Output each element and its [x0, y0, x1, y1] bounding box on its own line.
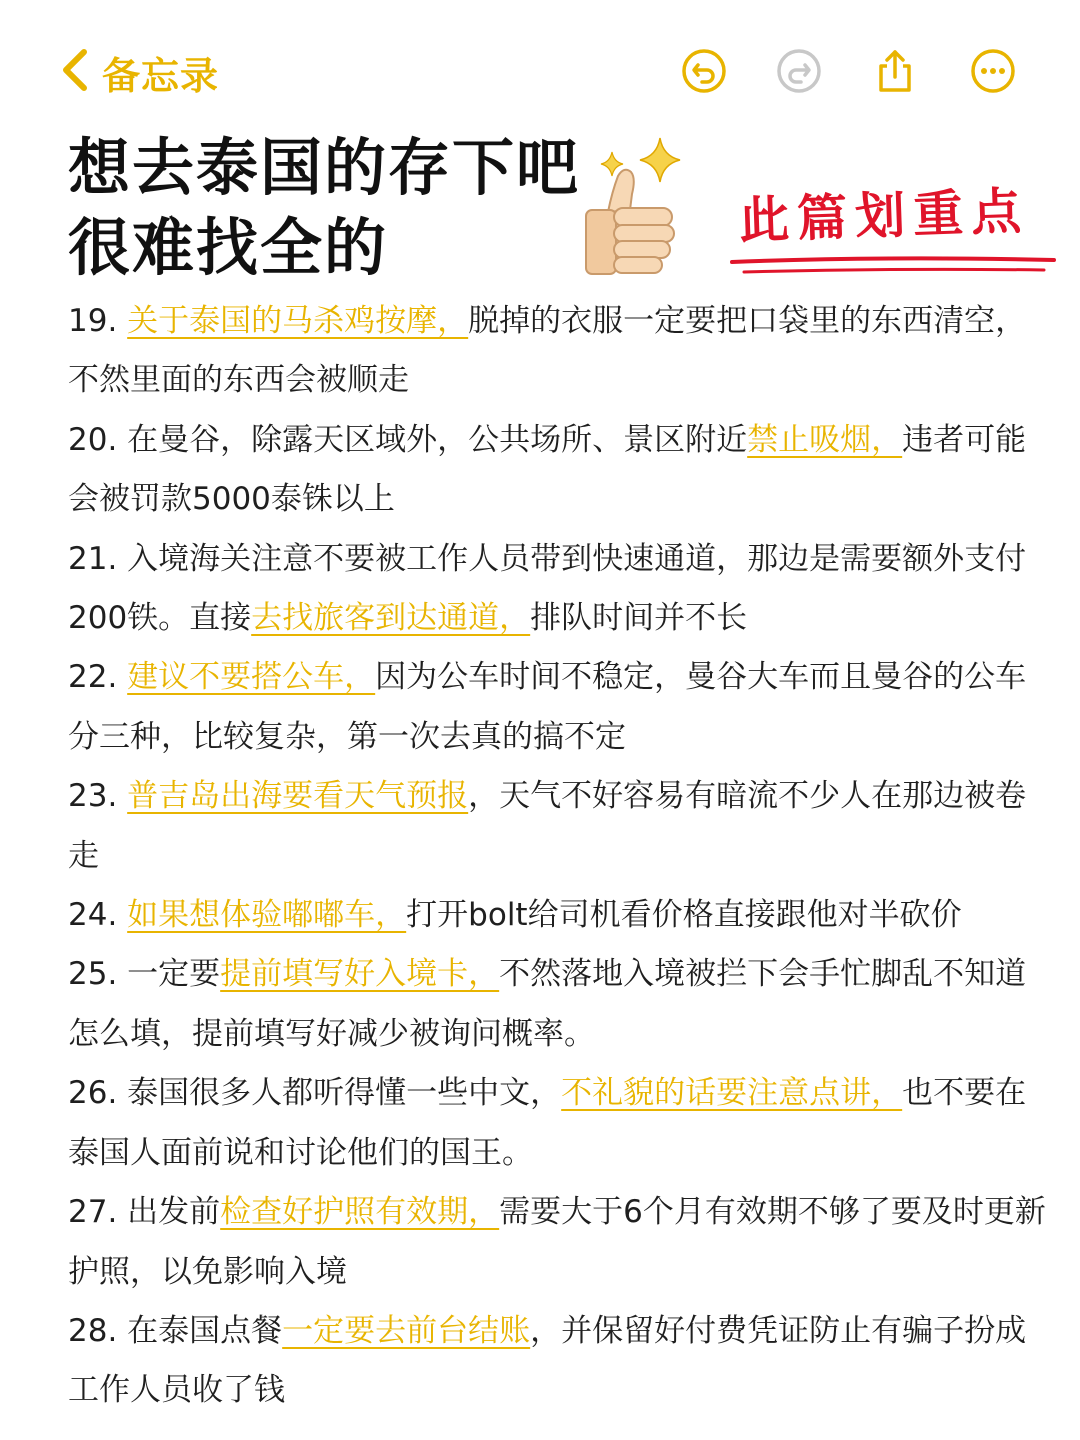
- tip-item: [68, 648, 1048, 767]
- tip-number: 19.: [68, 303, 118, 339]
- tip-item: [68, 1064, 1048, 1183]
- tip-number: 26.: [68, 1075, 118, 1112]
- tip-highlight: 禁止吸烟，: [747, 421, 903, 458]
- top-toolbar: [0, 0, 1080, 140]
- title-line-1: 想去泰国的存下吧: [68, 131, 581, 204]
- note-title: [68, 128, 580, 288]
- tip-text: 脱掉的衣服一定要把口袋里的东西清空，不然里面的东西会被顺走: [68, 303, 1027, 399]
- tip-highlight: 如果想体验嘟嘟车，: [127, 897, 407, 934]
- tip-text: 出发前: [127, 1194, 221, 1231]
- tip-highlight: 建议不要搭公车，: [127, 659, 376, 696]
- tip-text: 因为公车时间不稳定，曼谷大车而且曼谷的公车分三种，比较复杂，第一次去真的搞不定: [68, 659, 1027, 755]
- double-underline-icon: [704, 176, 1064, 296]
- tip-number: 28.: [68, 1312, 118, 1349]
- tip-highlight: 关于泰国的马杀鸡按摩，: [127, 303, 469, 339]
- thumbs-up-icon: [578, 160, 688, 280]
- back-label: 备忘录: [102, 53, 220, 98]
- more-icon: [970, 79, 1016, 98]
- redo-icon: [776, 79, 822, 98]
- tip-number: 24.: [68, 897, 118, 934]
- note-body: [68, 292, 1048, 1421]
- tip-item: [68, 767, 1048, 886]
- undo-icon: [681, 79, 727, 98]
- tip-text: 泰国很多人都听得懂一些中文，: [127, 1075, 562, 1112]
- tip-text: 需要大于6个月有效期不够了要及时更新护照，以免影响入境: [68, 1194, 1046, 1290]
- redo-button[interactable]: [776, 48, 822, 94]
- tip-item: [68, 945, 1048, 1064]
- tip-highlight: 去找旅客到达通道，: [251, 600, 531, 637]
- tip-text: ，并保留好付费凭证防止有骗子扮成工作人员收了钱: [68, 1312, 1027, 1409]
- tip-text: 违者可能会被罚款5000泰铢以上: [68, 421, 1027, 518]
- tip-highlight: 不礼貌的话要注意点讲，: [561, 1075, 903, 1112]
- tip-text: 入境海关注意不要被工作人员带到快速通道，那边是需要额外支付200铁。直接: [68, 540, 1027, 637]
- tip-number: 25.: [68, 956, 118, 993]
- tip-text: 也不要在泰国人面前说和讨论他们的国王。: [68, 1075, 1027, 1171]
- more-button[interactable]: [970, 48, 1016, 94]
- undo-button[interactable]: [681, 48, 727, 94]
- stamp-text: 此篇划重点: [738, 180, 1031, 251]
- tip-text: 在泰国点餐: [127, 1312, 283, 1349]
- tip-item: [68, 1302, 1048, 1421]
- chevron-left-icon: [58, 46, 92, 98]
- tip-text: ，天气不好容易有暗流不少人在那边被卷走: [68, 778, 1027, 874]
- tip-highlight: 提前填写好入境卡，: [220, 956, 500, 993]
- tip-highlight: 普吉岛出海要看天气预报: [127, 778, 469, 815]
- tip-text: 打开bolt给司机看价格直接跟他对半砍价: [406, 897, 962, 934]
- tip-item: [68, 292, 1048, 411]
- share-button[interactable]: [872, 48, 918, 94]
- tip-number: 21.: [68, 540, 118, 577]
- tip-number: 22.: [68, 659, 118, 696]
- back-button[interactable]: [58, 44, 219, 100]
- tip-number: 20.: [68, 421, 118, 458]
- share-icon: [872, 79, 918, 98]
- tip-number: 27.: [68, 1194, 118, 1231]
- tip-text: 不然落地入境被拦下会手忙脚乱不知道怎么填，提前填写好减少被询问概率。: [68, 956, 1027, 1052]
- tip-item: [68, 886, 1048, 945]
- tip-item: [68, 411, 1048, 530]
- tip-text: 一定要: [127, 956, 221, 993]
- tip-number: 23.: [68, 778, 118, 815]
- tip-text: 排队时间并不长: [530, 600, 748, 637]
- tip-item: [68, 530, 1048, 649]
- tip-text: 在曼谷，除露天区域外，公共场所、景区附近: [127, 421, 748, 458]
- highlight-stamp: [704, 176, 1064, 296]
- tip-highlight: 一定要去前台结账: [282, 1312, 531, 1349]
- tip-item: [68, 1183, 1048, 1302]
- title-line-2: 很难找全的: [68, 211, 389, 284]
- tip-highlight: 检查好护照有效期，: [220, 1194, 500, 1231]
